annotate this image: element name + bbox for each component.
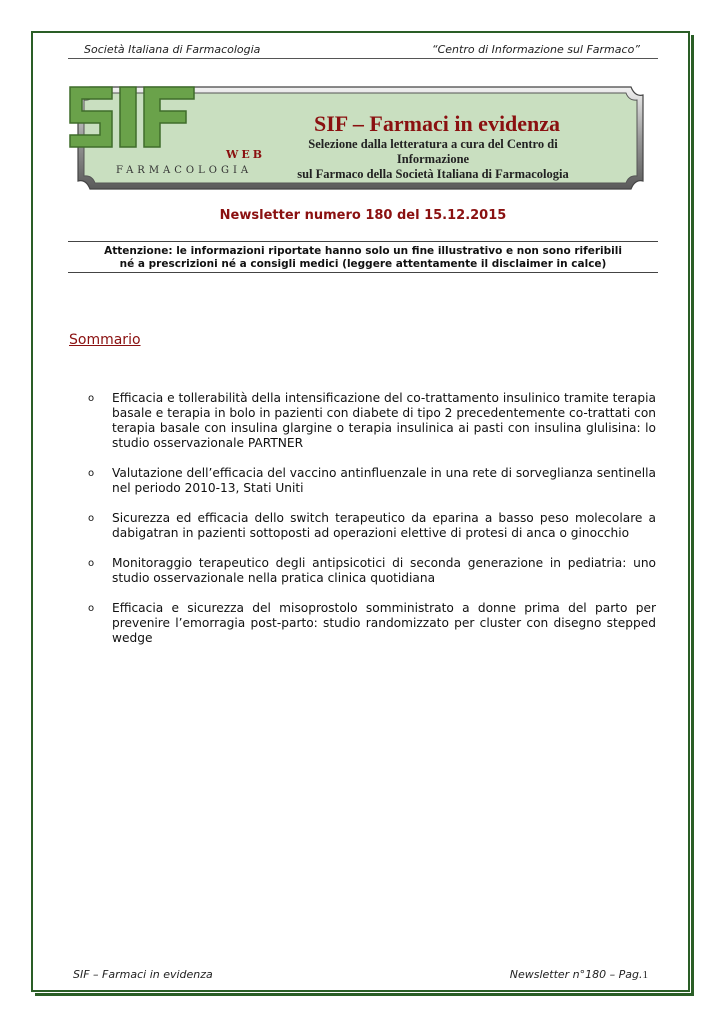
toc-item[interactable]	[88, 511, 656, 541]
footer-right	[510, 968, 648, 981]
table-of-contents	[88, 391, 656, 661]
toc-item-text: Valutazione dell’efficacia del vaccino antinfluenzale in una rete di sorveglianza sentinella nel periodo 2010-13, Stati Uniti	[112, 466, 656, 495]
warning-line1: Attenzione: le informazioni riportate hanno solo un fine illustrativo e non sono riferibili	[104, 245, 622, 257]
toc-item-text: Monitoraggio terapeutico degli antipsicotici di seconda generazione in pediatria: uno studio osservazionale nella pratica clinica quotidiana	[112, 556, 656, 585]
banner-subtitle-line2: sul Farmaco della Società Italiana di Farmacologia	[297, 167, 569, 181]
toc-item-text: Sicurezza ed efficacia dello switch terapeutico da eparina a basso peso molecolare a dabigatran in pazienti sottoposti ad operazioni elettive di protesi di anca o ginocchio	[112, 511, 656, 540]
banner-subtitle-line1: Selezione dalla letteratura a cura del Centro di Informazione	[308, 137, 558, 166]
disclaimer-warning	[68, 241, 658, 273]
logo-farmacologia-text: FARMACOLOGIA	[116, 165, 253, 176]
sif-banner	[68, 85, 653, 191]
sif-logo-icon	[68, 85, 198, 149]
bullet-icon: o	[88, 393, 95, 404]
footer-right-text: Newsletter n°180 – Pag.	[509, 968, 643, 981]
toc-item-text: Efficacia e tollerabilità della intensificazione del co-trattamento insulinico tramite terapia basale e terapia in bolo in pazienti con diabete di tipo 2 precedentemente co-trattati con terapia basale con insulina glargine o terapia insulinica ai pasti con insulina glulisina: lo studio osservazionale PARTNER	[112, 391, 656, 450]
toc-item[interactable]	[88, 391, 656, 451]
toc-item-text: Efficacia e sicurezza del misoprostolo somministrato a donne prima del parto per prevenire l’emorragia post-parto: studio randomizzato per cluster con disegno stepped wedge	[112, 601, 656, 645]
bullet-icon: o	[88, 603, 95, 614]
sommario-heading[interactable]: Sommario	[69, 332, 141, 348]
toc-item[interactable]	[88, 556, 656, 586]
banner-title: SIF – Farmaci in evidenza	[314, 111, 561, 136]
newsletter-title: Newsletter numero 180 del 15.12.2015	[219, 208, 507, 223]
page-header	[68, 42, 658, 59]
page-number: 1	[642, 969, 648, 981]
bullet-icon: o	[88, 513, 95, 524]
banner-subtitle	[283, 137, 583, 182]
header-left-text: Società Italiana di Farmacologia	[84, 43, 261, 56]
logo-web-text: WEB	[226, 148, 266, 161]
bullet-icon: o	[88, 468, 95, 479]
header-right-text: “Centro di Informazione sul Farmaco”	[431, 43, 640, 56]
bullet-icon: o	[88, 558, 95, 569]
footer-left-text: SIF – Farmaci in evidenza	[73, 968, 213, 981]
toc-item[interactable]	[88, 601, 656, 646]
toc-item[interactable]	[88, 466, 656, 496]
warning-line2: né a prescrizioni né a consigli medici (leggere attentamente il disclaimer in calce)	[119, 258, 607, 270]
